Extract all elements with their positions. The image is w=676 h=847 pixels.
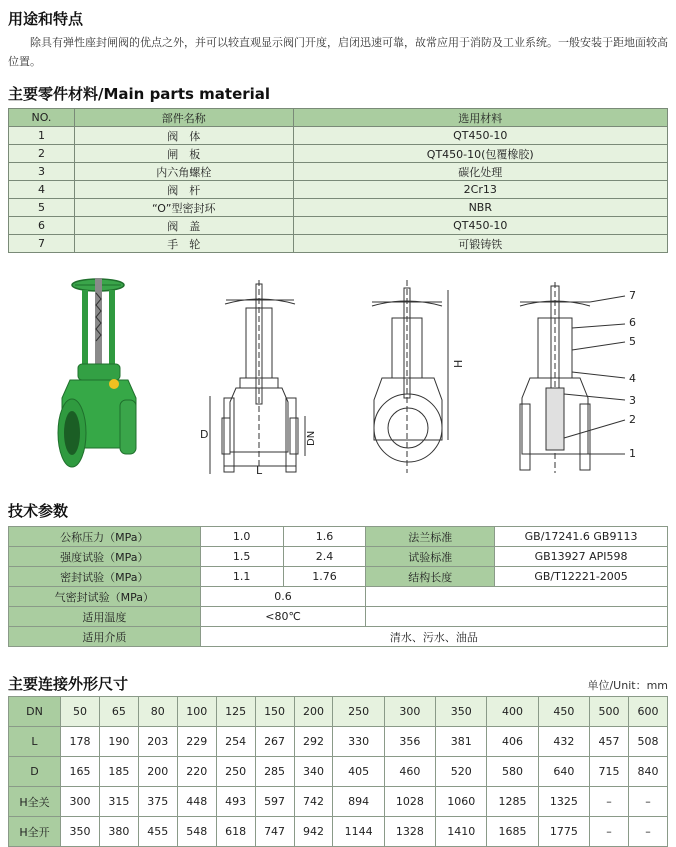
dim-cell: 715 (590, 757, 629, 787)
dim-cell: 178 (61, 727, 100, 757)
dim-cell: 942 (294, 817, 333, 847)
dim-cell: 203 (138, 727, 177, 757)
tech-temp-value: <80℃ (200, 607, 366, 627)
dim-cell: 1410 (436, 817, 487, 847)
part-callout-6: 6 (629, 316, 636, 329)
dim-cell: 200 (294, 697, 333, 727)
table-row (9, 567, 668, 587)
tech-value-1: 1.1 (200, 567, 283, 587)
dim-cell: 448 (177, 787, 216, 817)
dim-cell: 315 (99, 787, 138, 817)
header-no: NO. (9, 109, 75, 127)
dim-cell: 80 (138, 697, 177, 727)
dim-cell: 330 (333, 727, 384, 757)
table-row (9, 199, 668, 217)
dim-cell: 405 (333, 757, 384, 787)
dim-cell: 1060 (436, 787, 487, 817)
dim-cell: 432 (538, 727, 589, 757)
dim-cell: 640 (538, 757, 589, 787)
table-row (9, 697, 668, 727)
dim-cell: 190 (99, 727, 138, 757)
part-no: 4 (9, 181, 75, 199)
dim-cell: 747 (255, 817, 294, 847)
part-name: 手 轮 (74, 235, 293, 253)
table-header-row (9, 109, 668, 127)
tech-value-1: 1.5 (200, 547, 283, 567)
tech-standard-label: 法兰标准 (366, 527, 495, 547)
dim-cell: 150 (255, 697, 294, 727)
tech-param-label: 公称压力（MPa） (9, 527, 201, 547)
dim-cell: 250 (216, 757, 255, 787)
part-name: 阀 体 (74, 127, 293, 145)
dim-cell: 1775 (538, 817, 589, 847)
dim-cell: 1328 (384, 817, 435, 847)
table-row (9, 163, 668, 181)
dim-cell: – (590, 787, 629, 817)
dim-cell: 250 (333, 697, 384, 727)
part-no: 6 (9, 217, 75, 235)
part-no: 5 (9, 199, 75, 217)
dim-cell: 548 (177, 817, 216, 847)
dim-cell: 125 (216, 697, 255, 727)
table-row (9, 547, 668, 567)
header-material: 选用材料 (293, 109, 667, 127)
dim-cell: 894 (333, 787, 384, 817)
tech-standard-value: GB13927 API598 (495, 547, 668, 567)
section-title-parts: 主要零件材料/Main parts material (8, 85, 271, 103)
tech-param-label: 密封试验（MPa） (9, 567, 201, 587)
table-row (9, 217, 668, 235)
dim-cell: 1144 (333, 817, 384, 847)
dim-cell: 580 (487, 757, 538, 787)
dim-cell: 65 (99, 697, 138, 727)
dim-cell: 457 (590, 727, 629, 757)
dim-cell: 300 (61, 787, 100, 817)
dim-label-d: D (200, 428, 209, 441)
dim-cell: 375 (138, 787, 177, 817)
dim-cell: 520 (436, 757, 487, 787)
part-material: QT450-10 (293, 127, 667, 145)
dim-cell: 350 (436, 697, 487, 727)
section-title-tech: 技术参数 (8, 502, 69, 520)
tech-param-label: 强度试验（MPa） (9, 547, 201, 567)
part-callout-7: 7 (629, 289, 636, 302)
table-row (9, 527, 668, 547)
part-material: QT450-10 (293, 217, 667, 235)
dim-cell: 229 (177, 727, 216, 757)
dim-cell: 220 (177, 757, 216, 787)
part-callout-1: 1 (629, 447, 636, 460)
dim-cell: 1285 (487, 787, 538, 817)
usage-description: 除具有弹性座封闸阀的优点之外，并可以较直观显示阀门开度，启闭迅速可靠，故常应用于消防及工业系统。一般安装于距地面较高位置。 (8, 36, 668, 68)
part-material: NBR (293, 199, 667, 217)
dim-cell: 340 (294, 757, 333, 787)
dim-row-label: H全关 (9, 787, 61, 817)
dim-cell: 460 (384, 757, 435, 787)
tech-media-value: 清水、污水、油品 (200, 627, 667, 647)
dim-cell: 742 (294, 787, 333, 817)
dim-cell: 840 (628, 757, 667, 787)
dim-cell: 50 (61, 697, 100, 727)
table-row (9, 127, 668, 145)
dim-label-h: H (452, 359, 465, 368)
dim-row-label: L (9, 727, 61, 757)
dim-cell: 285 (255, 757, 294, 787)
dim-cell: 508 (628, 727, 667, 757)
dim-cell: – (628, 817, 667, 847)
tech-row-air (9, 587, 668, 607)
valve-side-drawing (372, 280, 448, 473)
dim-cell: 1685 (487, 817, 538, 847)
dim-cell: 618 (216, 817, 255, 847)
dim-label-l: L (256, 464, 263, 477)
table-row (9, 817, 668, 847)
tech-value-2: 1.6 (283, 527, 366, 547)
dim-cell: 292 (294, 727, 333, 757)
dim-cell: 400 (487, 697, 538, 727)
dim-cell: 455 (138, 817, 177, 847)
part-name: 闸 板 (74, 145, 293, 163)
part-no: 2 (9, 145, 75, 163)
table-row (9, 181, 668, 199)
dim-cell: 165 (61, 757, 100, 787)
part-callout-5: 5 (629, 335, 636, 348)
dim-cell: 381 (436, 727, 487, 757)
part-name: 内六角螺栓 (74, 163, 293, 181)
dim-label-dn: DN (306, 430, 317, 446)
dim-cell: 493 (216, 787, 255, 817)
dim-cell: – (628, 787, 667, 817)
dim-cell: 185 (99, 757, 138, 787)
dim-cell: 380 (99, 817, 138, 847)
tech-row-temp (9, 607, 668, 627)
part-no: 3 (9, 163, 75, 181)
part-name: 阀 杆 (74, 181, 293, 199)
tech-value-2: 2.4 (283, 547, 366, 567)
part-name: “O”型密封环 (74, 199, 293, 217)
part-no: 7 (9, 235, 75, 253)
dim-cell: 597 (255, 787, 294, 817)
unit-label: 单位/Unit：mm (587, 679, 668, 692)
part-no: 1 (9, 127, 75, 145)
part-material: 可锻铸铁 (293, 235, 667, 253)
table-row (9, 235, 668, 253)
tech-media-label: 适用介质 (9, 627, 201, 647)
part-callout-2: 2 (629, 413, 636, 426)
dim-cell: 254 (216, 727, 255, 757)
tech-standard-value: GB/17241.6 GB9113 (495, 527, 668, 547)
part-name: 阀 盖 (74, 217, 293, 235)
dim-cell: 450 (538, 697, 589, 727)
valve-section-drawing (520, 282, 625, 473)
dim-cell: 100 (177, 697, 216, 727)
table-row (9, 727, 668, 757)
dim-cell: 1325 (538, 787, 589, 817)
section-title-usage: 用途和特点 (8, 10, 84, 28)
dim-cell: 600 (628, 697, 667, 727)
dim-cell: – (590, 817, 629, 847)
dim-cell: 350 (61, 817, 100, 847)
dim-row-label: DN (9, 697, 61, 727)
valve-front-drawing (210, 280, 305, 474)
tech-row-media (9, 627, 668, 647)
part-material: QT450-10(包覆橡胶) (293, 145, 667, 163)
tech-value-2: 1.76 (283, 567, 366, 587)
dim-cell: 356 (384, 727, 435, 757)
dim-row-label: H全开 (9, 817, 61, 847)
dim-row-label: D (9, 757, 61, 787)
table-row (9, 757, 668, 787)
dim-cell: 267 (255, 727, 294, 757)
dim-cell: 406 (487, 727, 538, 757)
tech-temp-label: 适用温度 (9, 607, 201, 627)
technical-parameters-table (8, 526, 668, 647)
part-material: 碳化处理 (293, 163, 667, 181)
table-row (9, 145, 668, 163)
dim-cell: 300 (384, 697, 435, 727)
tech-standard-value: GB/T12221-2005 (495, 567, 668, 587)
tech-air-label: 气密封试验（MPa） (9, 587, 201, 607)
parts-material-table (8, 108, 668, 253)
tech-standard-label: 结构长度 (366, 567, 495, 587)
table-row (9, 787, 668, 817)
valve-photo (58, 278, 136, 467)
dim-cell: 200 (138, 757, 177, 787)
valve-drawings (0, 268, 676, 490)
tech-air-value: 0.6 (200, 587, 366, 607)
dimensions-table (8, 696, 668, 847)
part-material: 2Cr13 (293, 181, 667, 199)
tech-value-1: 1.0 (200, 527, 283, 547)
header-part-name: 部件名称 (74, 109, 293, 127)
tech-standard-label: 试验标准 (366, 547, 495, 567)
part-callout-4: 4 (629, 372, 636, 385)
part-callout-3: 3 (629, 394, 636, 407)
dim-cell: 500 (590, 697, 629, 727)
dim-cell: 1028 (384, 787, 435, 817)
section-title-dimensions: 主要连接外形尺寸 (8, 675, 129, 693)
